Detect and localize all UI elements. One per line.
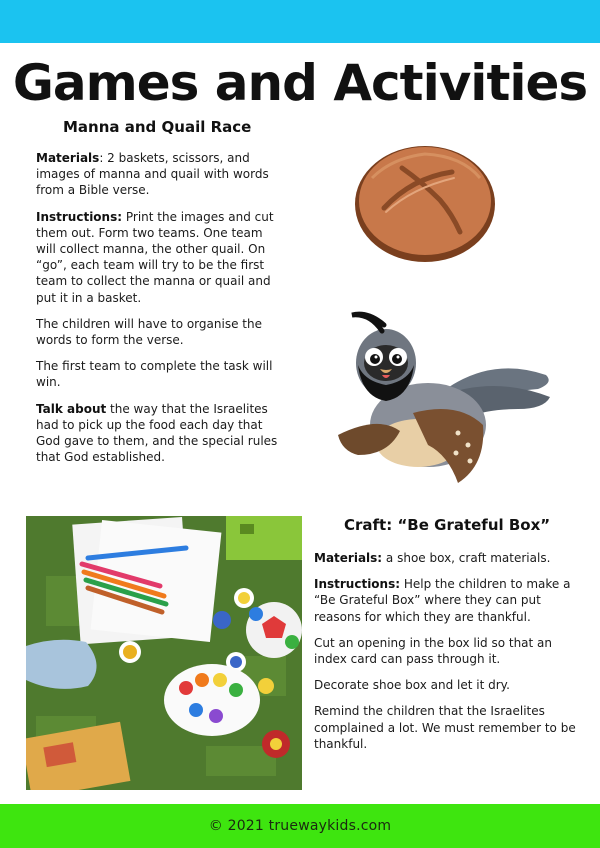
paragraph (314, 576, 576, 625)
quail-bird-icon (318, 305, 558, 495)
paragraph (36, 316, 284, 348)
manna-race-text (36, 150, 284, 475)
paragraph-text: a shoe box, craft materials. (382, 551, 551, 565)
paragraph-label: Materials: (314, 551, 383, 565)
craft-text (314, 550, 576, 762)
paragraph-label: Talk about (36, 401, 107, 416)
footer-copyright: © 2021 truewaykids.com (208, 818, 392, 834)
paragraph-text: : 2 baskets, scissors, and images of manna and quail with words from a Bible verse. (36, 151, 269, 198)
paragraph-label: Materials (36, 151, 100, 165)
paragraph (314, 677, 576, 693)
manna-bread-icon (352, 138, 498, 264)
paragraph-text: Cut an opening in the box lid so that an index card can pass through it. (314, 635, 553, 667)
page-title: Games and Activities (12, 54, 588, 112)
section-title-manna-race: Manna and Quail Race (63, 118, 252, 136)
paragraph (36, 150, 284, 199)
paragraph-text: The children will have to organise the words to form the verse. (36, 316, 262, 348)
paragraph (36, 401, 284, 466)
paragraph (36, 358, 284, 390)
paragraph (36, 209, 284, 306)
craft-supplies-photo (26, 516, 302, 790)
paragraph-text: Print the images and cut them out. Form two teams. One team will collect manna, the other quail. On “go”, each team will try to be the first team to collect the manna or quail and put it in a basket. (36, 209, 274, 305)
paragraph (314, 550, 576, 566)
paragraph-label: Instructions: (36, 209, 123, 224)
paragraph (314, 703, 576, 752)
paragraph-text: Decorate shoe box and let it dry. (314, 678, 510, 693)
paragraph-text: Help the children to make a “Be Grateful Box” where they can put reasons for which they are thankful. (314, 577, 571, 624)
paragraph-text: Remind the children that the Israelites complained a lot. We must remember to be thankful. (314, 704, 576, 751)
paragraph-text: the way that the Israelites had to pick up the food each day that God gave to them, and the special rules that God established. (36, 401, 278, 465)
paragraph-label: Instructions: (314, 577, 401, 592)
paragraph (314, 635, 576, 667)
footer-bar (0, 804, 600, 848)
section-title-craft: Craft: “Be Grateful Box” (344, 516, 551, 534)
top-color-bar (0, 0, 600, 43)
paragraph-text: The first team to complete the task will win. (36, 359, 273, 390)
